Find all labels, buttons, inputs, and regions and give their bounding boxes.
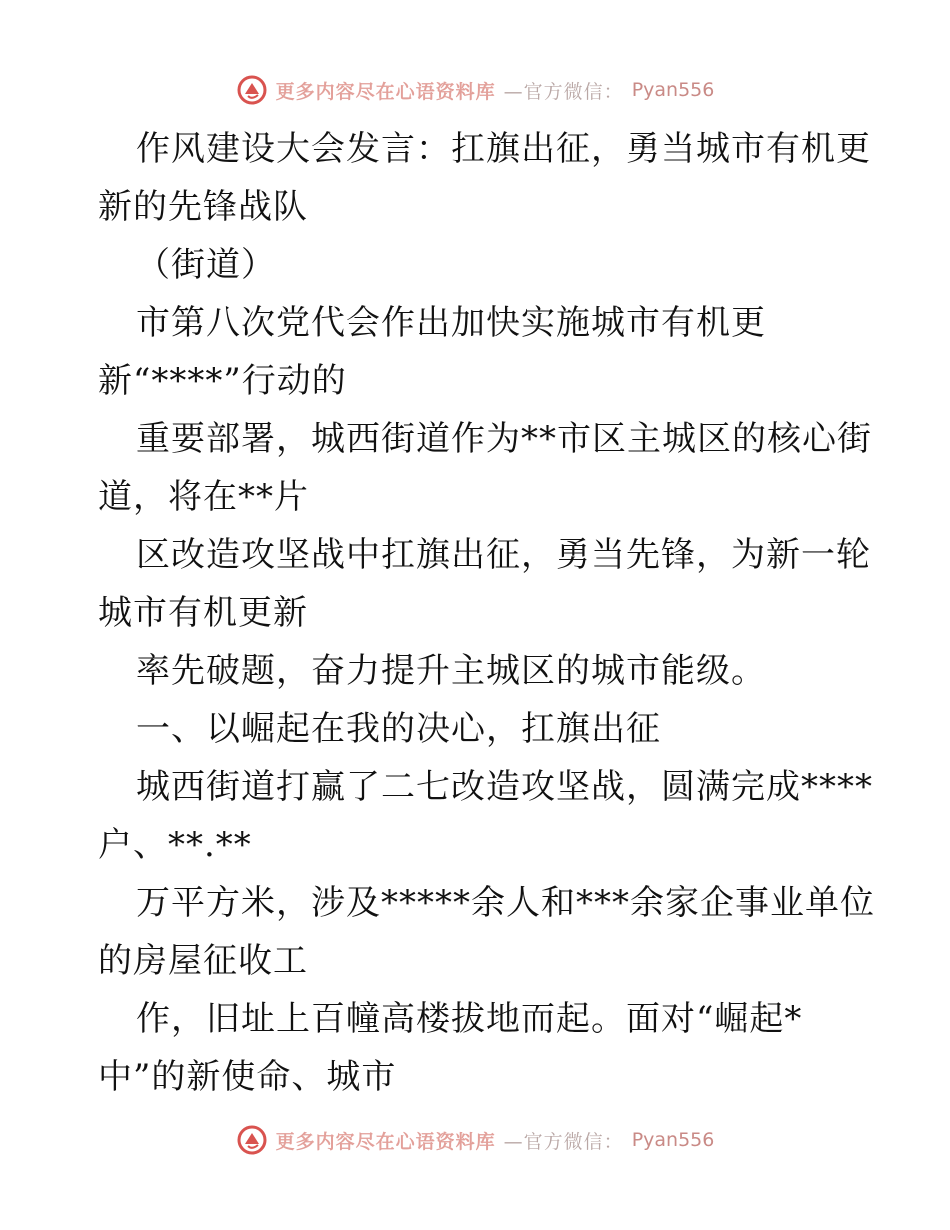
text-line: 作，旧址上百幢高楼拔地而起。面对“崛起* [136,999,803,1039]
text-line: 新的先锋战队 [98,187,308,227]
watermark-sub-text: —官方微信： [503,80,624,103]
text-line: 率先破题，奋力提升主城区的城市能级。 [136,651,766,691]
footer-watermark [0,1120,950,1160]
logo-icon [236,1124,268,1156]
text-line: 城西街道打赢了二七改造攻坚战，圆满完成**** [136,767,873,807]
logo-icon [236,74,268,106]
text-line: 城市有机更新 [98,593,308,633]
text-line: 中”的新使命、城市 [98,1057,397,1097]
document-body [98,120,875,1106]
text-line: 市第八次党代会作出加快实施城市有机更 [136,303,766,343]
header-watermark [0,70,950,110]
text-line: 重要部署，城西街道作为**市区主城区的核心街 [136,419,872,459]
text-line: 一、以崛起在我的决心，扛旗出征 [136,709,661,749]
watermark-sub-text: —官方微信： [503,1130,624,1153]
watermark-id-text: Pyan556 [631,1129,715,1151]
text-line: 户、**.** [98,825,252,865]
text-line: （街道） [136,245,276,285]
text-line: 道，将在**片 [98,477,309,517]
text-line: 新“****”行动的 [98,361,347,401]
watermark-main-text: 更多内容尽在心语资料库 [275,1130,496,1153]
text-line: 万平方米，涉及*****余人和***余家企事业单位 [136,883,875,923]
watermark-main-text: 更多内容尽在心语资料库 [275,80,496,103]
text-line: 作风建设大会发言：扛旗出征，勇当城市有机更 [136,129,871,169]
watermark-id-text: Pyan556 [631,79,715,101]
text-line: 区改造攻坚战中扛旗出征，勇当先锋，为新一轮 [136,535,871,575]
text-line: 的房屋征收工 [98,941,308,981]
